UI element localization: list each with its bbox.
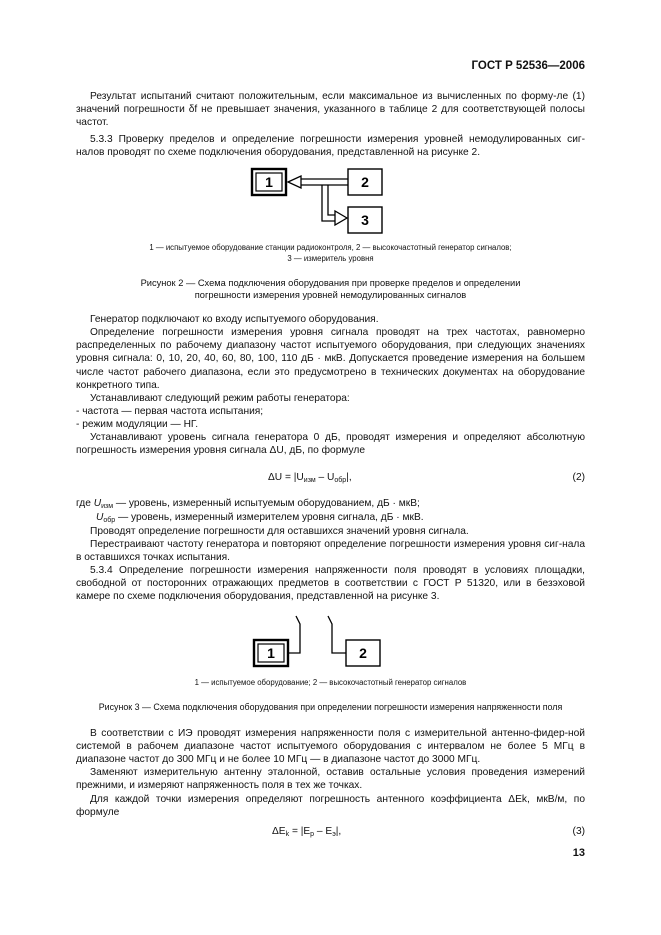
figure-3-antennas [288,616,346,653]
paragraph-set-level: Устанавливают уровень сигнала генератора 0 дБ, проводят измерения и определяют абсолютную погрешность измерения уровня сигнала ΔU, дБ, по формуле [76,432,585,457]
figure-3-label-2: 2 [359,645,367,661]
figure-2-label-1: 1 [265,174,273,190]
equation-3-mid-1: = |E [289,826,311,837]
figure-2-title-1: Рисунок 2 — Схема подключения оборудования при проверке пределов и определении [140,278,521,288]
equation-3-sub-r: р [310,831,315,838]
equation-2-lhs: ΔU = |U [268,472,304,483]
figure-3-box-1 [254,640,288,666]
paragraph-mode: Устанавливают следующий режим работы генератора: [90,393,350,404]
figure-2-label-3: 3 [361,212,369,228]
where-text-2: — уровень, измеренный измерителем уровня сигнала, дБ · мкВ. [115,512,424,523]
equation-2-number: (2) [572,472,585,483]
paragraph-5-3-3: 5.3.3 Проверку пределов и определение погрешности измерения уровней немодулированных сиг-налов проводят по схеме подключения оборудования, представленной на рисунке 2. [76,134,585,159]
equation-2-end: |, [346,472,352,483]
equation-3 [272,826,341,838]
equation-3-number: (3) [572,826,585,837]
equation-3-lhs: ΔE [272,826,286,837]
figure-3-title: Рисунок 3 — Схема подключения оборудования при определении погрешности измерения напряженности поля [98,702,563,712]
figure-2-box-2 [348,169,382,195]
equation-3-sub-e: э [332,831,336,838]
where-sub-2: обр [103,517,116,524]
standard-header: ГОСТ Р 52536—2006 [471,60,585,72]
figure-3-diagram [240,612,400,670]
figure-3-box-2 [346,640,380,666]
figure-2-title-2: погрешности измерения уровней немодулированных сигналов [194,290,467,300]
where-symbol-1: U [93,498,102,509]
where-text-1: — уровень, измеренный испытуемым оборудованием, дБ · мкВ; [113,498,420,509]
paragraph-reference-antenna: Заменяют измерительную антенну эталонной, оставив остальные условия проведения измерений прежними, и измеряют напряженность поля в тех же точках. [76,767,585,792]
paragraph-level-error: Определение погрешности измерения уровня сигнала проводят на трех частотах, равномерно распределенных по рабочему диапазону частот испытуемого оборудования, при следующих значениях уровня сигнала: 0, 10, 20, 40, 60, 80, 100, 110 дБ · мкВ. Допускается проведение измерения на большем числе частот рабочего диапазона, если это предусмотрено в технических документах на оборудование конкретного типа. [76,327,585,391]
list-item-frequency: - частота — первая частота испытания; [76,406,264,417]
equation-2 [268,472,352,484]
figure-2-legend-1: 1 — испытуемое оборудование станции радиоконтроля, 2 — высокочастотный генератор сигналов; [149,243,512,252]
equation-3-mid-2: – E [314,826,333,837]
where-prefix: где [76,498,91,509]
equation-3-end: |, [335,826,342,837]
paragraph-antenna-factor: Для каждой точки измерения определяют погрешность антенного коэффициента ΔEk, мкВ/м, по формуле [76,794,585,819]
page-number: 13 [572,847,585,859]
figure-2-legend-2: 3 — измеритель уровня [287,254,374,263]
figure-3-legend: 1 — испытуемое оборудование; 2 — высокочастотный генератор сигналов [194,678,467,687]
figure-2-label-2: 2 [361,174,369,190]
figure-2-diagram [240,163,400,239]
figure-2-arrows [288,176,348,225]
paragraph-field-measure: В соответствии с ИЭ проводят измерения напряженности поля с измерительной антенно-фидер-ной системой в рабочем диапазоне частот испытуемого оборудования с интервалом не более 5 МГц в диапазоне частот до 300 МГц и не более 10 МГц — в диапазоне частот до 3000 МГц. [76,728,585,766]
paragraph-result: Результат испытаний считают положительным, если максимальное из вычисленных по форму-ле (1) значений погрешности δf не превышает значения, указанного в таблице 2 для соответствующей полосы частот. [76,91,585,129]
paragraph-remaining-levels: Проводят определение погрешности для оставшихся значений уровня сигнала. [90,526,469,537]
list-item-modulation: - режим модуляции — НГ. [76,419,199,430]
figure-2-box-3 [348,207,382,233]
equation-2-sub-meas: изм [303,477,316,484]
equation-2-mid: – U [315,472,335,483]
figure-3-label-1: 1 [267,645,275,661]
where-sub-1: изм [101,503,114,510]
paragraph-retune: Перестраивают частоту генератора и повторяют определение погрешности измерения уровня сиг-нала в оставшихся точках испытания. [76,539,585,564]
figure-2-box-1 [252,169,286,195]
paragraph-5-3-4: 5.3.4 Определение погрешности измерения напряженности поля проводят в условиях площадки, свободной от посторонних отражающих предметов в соответствии с ГОСТ Р 51320, или в безэховой камере по схеме подключения оборудования, представленной на рисунке 3. [76,565,585,603]
equation-2-sub-ref: обр [334,477,347,484]
where-symbol-2: U [96,512,104,523]
equation-3-sub-k: k [285,831,290,838]
paragraph-generator: Генератор подключают ко входу испытуемого оборудования. [90,314,379,325]
